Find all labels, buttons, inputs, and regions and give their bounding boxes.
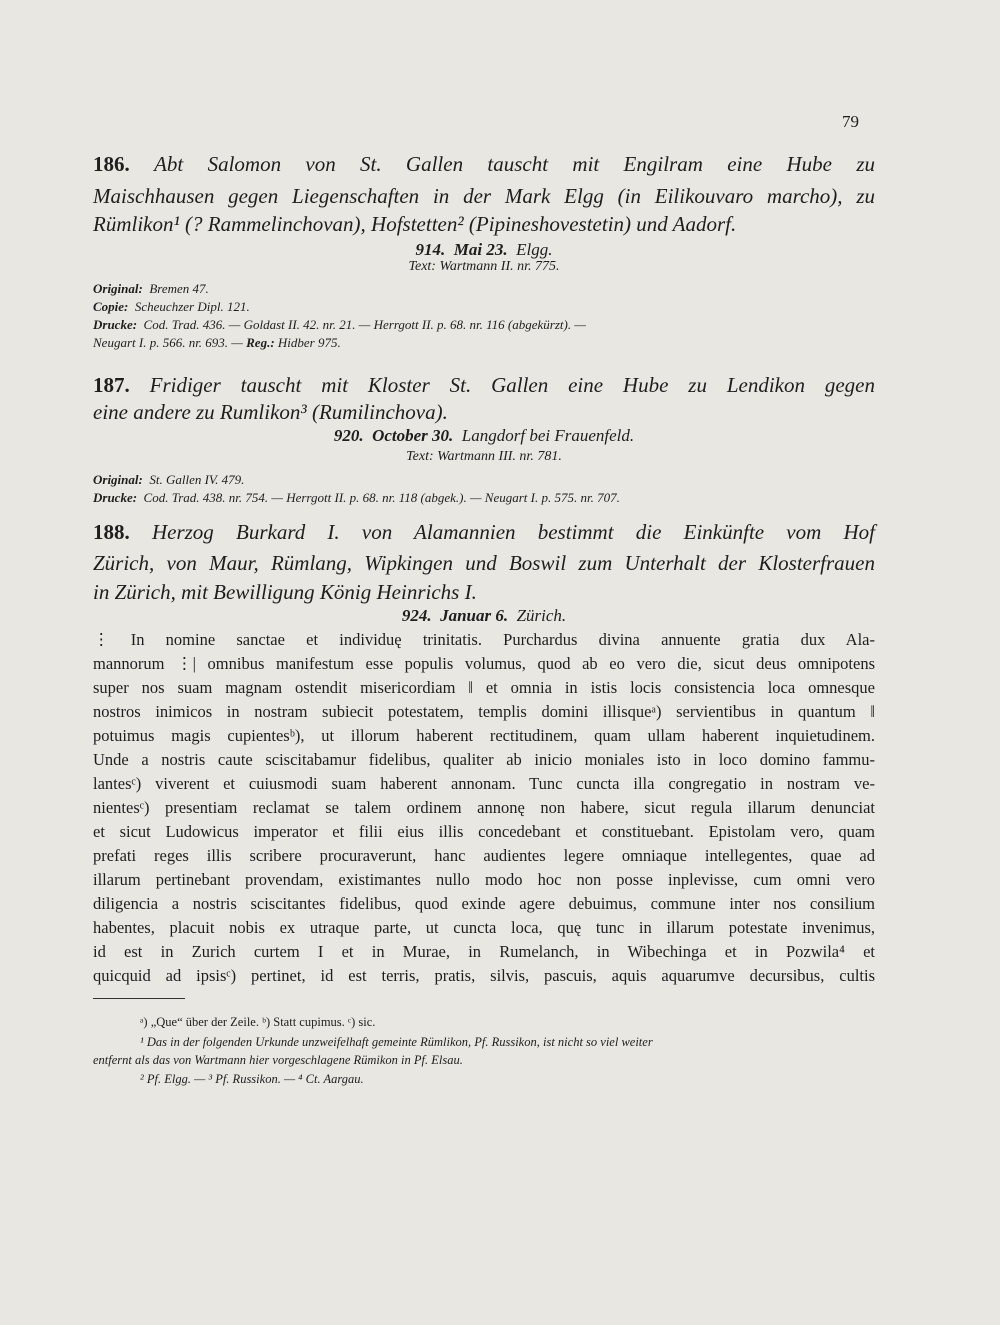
doc-186-drucke-cont: Neugart I. p. 566. nr. 693. — Reg.: Hidber 975. <box>93 335 341 350</box>
doc-187-drucke: Drucke: Cod. Trad. 438. nr. 754. — Herrgott II. p. 68. nr. 118 (abgek.). — Neugart I. p. 575. nr. 707. <box>93 490 620 505</box>
doc-186-heading-line-1: 186. Abt Salomon von St. Gallen tauscht mit Engilram eine Hube zu <box>93 152 875 176</box>
body-line: prefati reges illis scribere procuraverunt, hanc audientes legere omniaque intellegentes, quae ad <box>93 846 875 865</box>
doc-186-copie: Copie: Scheuchzer Dipl. 121. <box>93 299 250 314</box>
doc-186-number: 186. <box>93 152 130 176</box>
body-line: potuimus magis cupientesᵇ), ut illorum haberent rectitudinem, quam ullam haberent inquietudinem. <box>93 726 875 745</box>
footnote-rule <box>93 998 185 999</box>
doc-186-original: Original: Bremen 47. <box>93 281 209 296</box>
doc-188-heading-line-1: 188. Herzog Burkard I. von Alamannien bestimmt die Einkünfte vom Hof <box>93 520 876 544</box>
body-line: illarum pertinebant provendam, existimantes nullo modo hoc non posse inplevisse, cum omni vero <box>93 870 875 889</box>
doc-188-heading-line-2: Zürich, von Maur, Rümlang, Wipkingen und Boswil zum Unterhalt der Klosterfrauen <box>93 551 875 575</box>
doc-188-date: 924. Januar 6. Zürich. <box>401 606 567 625</box>
doc-187-heading-line-1: 187. Fridiger tauscht mit Kloster St. Gallen eine Hube zu Lendikon gegen <box>93 373 876 397</box>
doc-187-text-source: Text: Wartmann III. nr. 781. <box>406 449 562 464</box>
body-line: super nos suam magnam ostendit misericordiam ‖ et omnia in istis locis consistencia loca omnesque <box>93 678 875 697</box>
body-line: id est in Zurich curtem I et in Murae, in Rumelanch, in Wibechinga et in Pozwila⁴ et <box>93 942 875 961</box>
page-number: 79 <box>842 112 859 131</box>
body-line: Unde a nostris caute sciscitabamur fidelibus, qualiter ab inicio moniales isto in loco domino fammu- <box>93 750 875 769</box>
doc-186-drucke: Drucke: Cod. Trad. 436. — Goldast II. 42. nr. 21. — Herrgott II. p. 68. nr. 116 (abgekürzt). — <box>93 317 586 332</box>
footnote-2-4: ² Pf. Elgg. — ³ Pf. Russikon. — ⁴ Ct. Aargau. <box>140 1072 364 1086</box>
footnote-1-cont: entfernt als das von Wartmann hier vorgeschlagene Rümikon in Pf. Elsau. <box>93 1053 463 1067</box>
footnote-1: ¹ Das in der folgenden Urkunde unzweifelhaft gemeinte Rümlikon, Pf. Russikon, ist nicht so viel weiter <box>140 1035 653 1049</box>
body-line: lantesᶜ) viverent et cuiusmodi suam haberent annonam. Tunc cuncta illa congregatio in nostram ve- <box>93 774 875 793</box>
doc-187-date: 920. October 30. Langdorf bei Frauenfeld. <box>333 426 635 445</box>
body-line: habentes, placuit nobis ex utraque parte, ut cuncta loca, quę tunc in illarum potestate invenimus, <box>93 918 875 937</box>
doc-187-original: Original: St. Gallen IV. 479. <box>93 472 245 487</box>
doc-187-heading-line-2: eine andere zu Rumlikon³ (Rumilinchova). <box>93 400 448 424</box>
body-line: nostros inimicos in nostram subiecit potestatem, templis domini illisqueᵃ) servientibus in quantum ‖ <box>93 702 875 721</box>
doc-188-heading-line-3: in Zürich, mit Bewilligung König Heinrichs I. <box>93 580 477 604</box>
body-line: nientesᶜ) presentiam reclamat se talem ordinem annonę non habere, sicut regula illarum denunciat <box>93 798 875 817</box>
body-line: mannorum ⋮| omnibus manifestum esse populis volumus, quod ab eo vero die, sicut deus omnipotens <box>93 654 875 673</box>
doc-186-heading-line-2: Maischhausen gegen Liegenschaften in der Mark Elgg (in Eilikouvaro marcho), zu <box>93 184 875 208</box>
doc-187-number: 187. <box>93 373 130 397</box>
doc-186-text-source: Text: Wartmann II. nr. 775. <box>408 259 560 274</box>
doc-186-heading-line-3: Rümlikon¹ (? Rammelinchovan), Hofstetten² (Pipineshovestetin) und Aadorf. <box>93 212 737 236</box>
body-line: quicquid ad ipsisᶜ) pertinet, id est terris, pratis, silvis, pascuis, aquis aquarumve decursibus, cultis <box>93 966 875 985</box>
body-line: ⋮ In nomine sanctae et individuę trinitatis. Purchardus divina annuente gratia dux Ala- <box>93 630 875 649</box>
doc-186-date: 914. Mai 23. Elgg. <box>415 240 553 259</box>
doc-188-number: 188. <box>93 520 130 544</box>
body-line: diligencia a nostris sciscitantes fidelibus, quod exinde agere debuimus, commune inter nos consilium <box>93 894 875 913</box>
footnote-apparatus: ᵃ) „Que“ über der Zeile. ᵇ) Statt cupimus. ᶜ) sic. <box>140 1015 376 1029</box>
body-line: et sicut Ludowicus imperator et filii eius illis concedebant et constituebant. Epistolam vero, quam <box>93 822 875 841</box>
